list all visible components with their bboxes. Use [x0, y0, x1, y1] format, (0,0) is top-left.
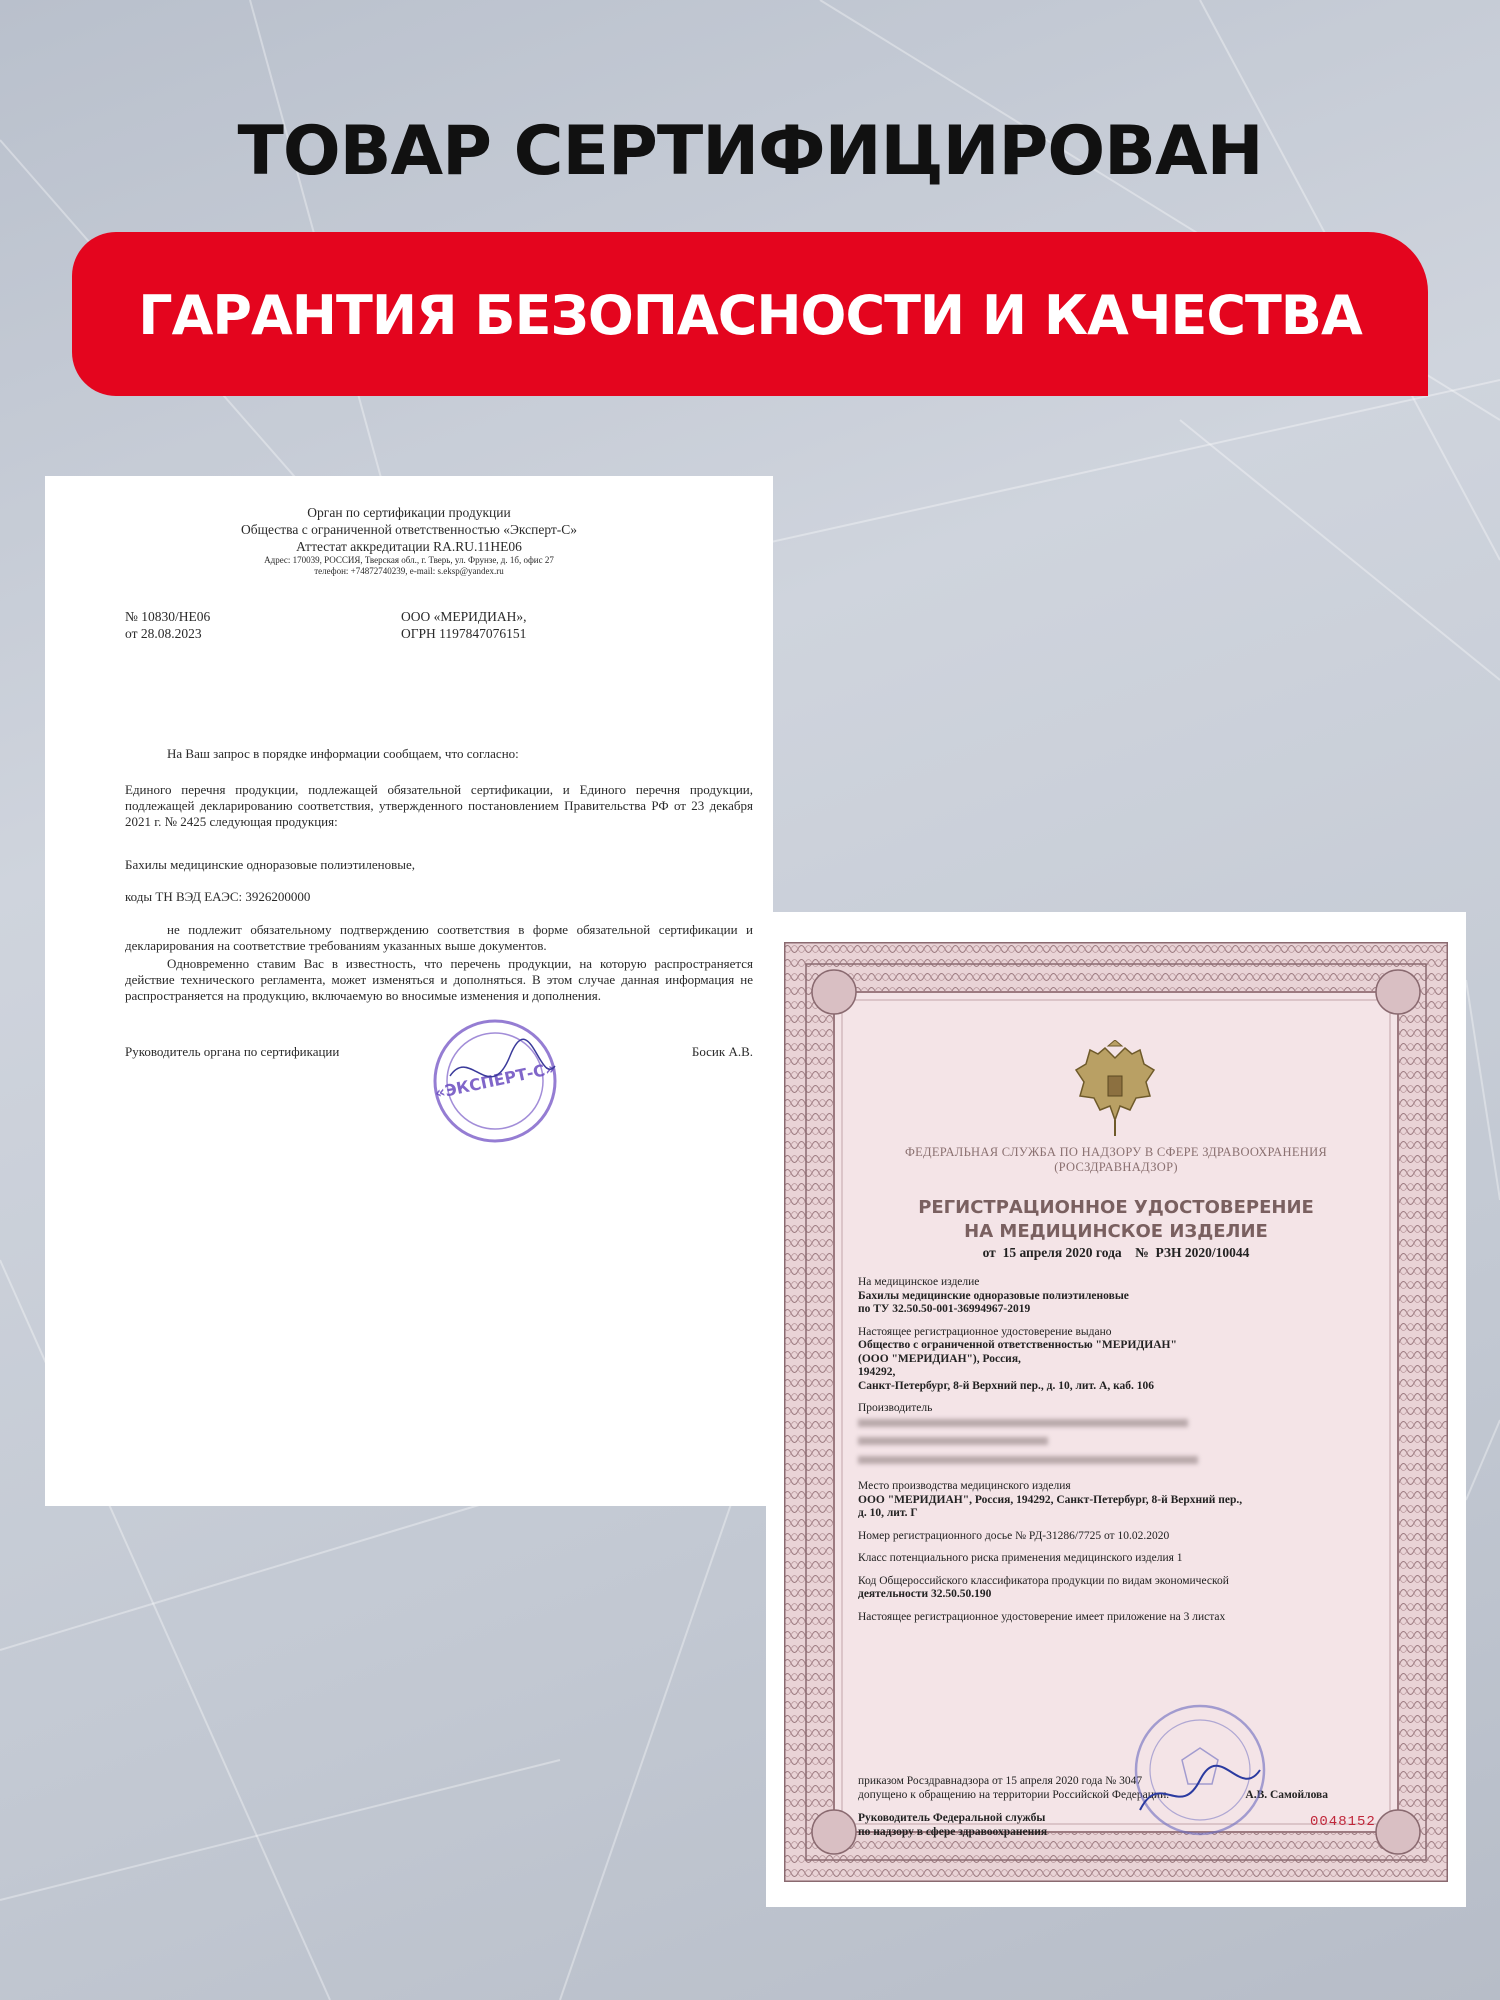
letter-address: Адрес: 170039, РОССИЯ, Тверская обл., г. Тверь, ул. Фрунзе, д. 1б, офис 27: [264, 555, 554, 565]
issued-to: (ООО "МЕРИДИАН"), Россия,: [858, 1352, 1021, 1365]
reference-number: № 10830/НЕ06: [125, 609, 211, 624]
signer-name: Босик А.В.: [691, 1044, 753, 1059]
banner-text: ГАРАНТИЯ БЕЗОПАСНОСТИ И КАЧЕСТВА: [138, 284, 1362, 347]
double-headed-eagle-emblem-icon: [1070, 1040, 1160, 1140]
appendix-note: Настоящее регистрационное удостоверение имеет приложение на 3 листах: [858, 1610, 1226, 1623]
letter-product: Бахилы медицинские одноразовые полиэтиленовые,: [125, 857, 415, 872]
letter-header: [45, 504, 773, 577]
title-line: РЕГИСТРАЦИОННОЕ УДОСТОВЕРЕНИЕ: [918, 1197, 1314, 1218]
roszdravnadzor-seal: [1130, 1700, 1270, 1840]
dossier-number: Номер регистрационного досье № РД-31286/7725 от 10.02.2020: [858, 1529, 1170, 1542]
recipient-name: ООО «МЕРИДИАН»,: [401, 609, 527, 624]
letter-paragraph: На Ваш запрос в порядке информации сообщаем, что согласно:: [167, 746, 519, 761]
issued-to: Общество с ограниченной ответственностью "МЕРИДИАН": [858, 1339, 1177, 1351]
certificate-title: [766, 1196, 1466, 1244]
svg-text:«ЭКСПЕРТ-С»: «ЭКСПЕРТ-С»: [432, 1058, 557, 1103]
letter-header-line: Орган по сертификации продукции: [307, 505, 511, 520]
letter-codes: коды ТН ВЭД ЕАЭС: 3926200000: [125, 889, 311, 904]
certificate-date-number: от 15 апреля 2020 года № РЗН 2020/10044: [982, 1245, 1250, 1260]
order-line: допущено к обращению на территории Российской Федерации.: [858, 1788, 1170, 1801]
recipient-ogrn: ОГРН 1197847076151: [401, 626, 527, 641]
manufacturer-label: Производитель: [858, 1402, 933, 1414]
page-headline: ТОВАР СЕРТИФИЦИРОВАН: [237, 112, 1263, 191]
risk-class: Класс потенциального риска применения медицинского изделия 1: [858, 1552, 1183, 1564]
letter-reference: [125, 608, 210, 642]
certificate-serial-number: 0048152: [1310, 1814, 1376, 1830]
letter-recipient: [401, 608, 526, 642]
manufacturer-redacted: [858, 1416, 1328, 1472]
letter-paragraph: Единого перечня продукции, подлежащей обязательной сертификации, и Единого перечня продукции, подлежащей декларированию соответствия, утвержденного постановлением Правительства РФ от 23 декабря 2021 г. № 2425 следующая продукция:: [125, 782, 753, 829]
certificate-agency: [766, 1145, 1466, 1175]
agency-name: ФЕДЕРАЛЬНАЯ СЛУЖБА ПО НАДЗОРУ В СФЕРЕ ЗДРАВООХРАНЕНИЯ: [904, 1145, 1328, 1159]
reference-date: от 28.08.2023: [125, 626, 202, 641]
signer-name: А.В. Самойлова: [1245, 1789, 1328, 1801]
issued-label: Настоящее регистрационное удостоверение выдано: [858, 1325, 1112, 1338]
okpd-code: деятельности 32.50.50.190: [858, 1588, 992, 1600]
expert-s-stamp: [430, 1016, 560, 1146]
device-name: Бахилы медицинские одноразовые полиэтиленовые: [858, 1289, 1129, 1302]
certification-letter: [45, 476, 773, 1506]
issued-to: 194292,: [858, 1366, 896, 1378]
letter-paragraph: не подлежит обязательному подтверждению соответствия в форме обязательной сертификации и декларирования на соответствие требованиям указанных выше документов.: [125, 922, 753, 953]
production-place-label: Место производства медицинского изделия: [858, 1480, 1071, 1492]
production-place: ООО "МЕРИДИАН", Россия, 194292, Санкт-Петербург, 8-й Верхний пер.,: [858, 1493, 1243, 1506]
letter-header-line: Аттестат аккредитации RA.RU.11НЕ06: [296, 539, 522, 554]
signer-title: Руководитель Федеральной службы: [858, 1812, 1046, 1824]
device-tu: по ТУ 32.50.50-001-36994967-2019: [858, 1303, 1031, 1315]
agency-short-name: (РОСЗДРАВНАДЗОР): [1054, 1160, 1178, 1174]
production-place: д. 10, лит. Г: [858, 1507, 918, 1519]
letter-paragraph: Одновременно ставим Вас в известность, что перечень продукции, на которую распространяется действие технического регламента, может изменяться и дополняться. В этом случае данная информация не распространяется на продукцию, включаемую во вносимые изменения и дополнения.: [125, 956, 753, 1003]
title-line: НА МЕДИЦИНСКОЕ ИЗДЕЛИЕ: [964, 1221, 1268, 1242]
device-label: На медицинское изделие: [858, 1276, 980, 1288]
okpd-code: Код Общероссийского классификатора продукции по видам экономической: [858, 1574, 1229, 1587]
letter-header-line: Общества с ограниченной ответственностью «Эксперт-С»: [240, 522, 578, 537]
certificate-body: [858, 1276, 1328, 1633]
signer-title: Руководитель органа по сертификации: [125, 1044, 340, 1059]
order-line: приказом Росздравнадзора от 15 апреля 2020 года № 3047: [858, 1775, 1143, 1787]
guarantee-banner: [72, 232, 1428, 396]
issued-to: Санкт-Петербург, 8-й Верхний пер., д. 10, лит. А, каб. 106: [858, 1379, 1155, 1392]
signer-title: по надзору в сфере здравоохранения: [858, 1825, 1048, 1838]
letter-contacts: телефон: +74872740239, e-mail: s.eksp@yandex.ru: [314, 566, 504, 576]
